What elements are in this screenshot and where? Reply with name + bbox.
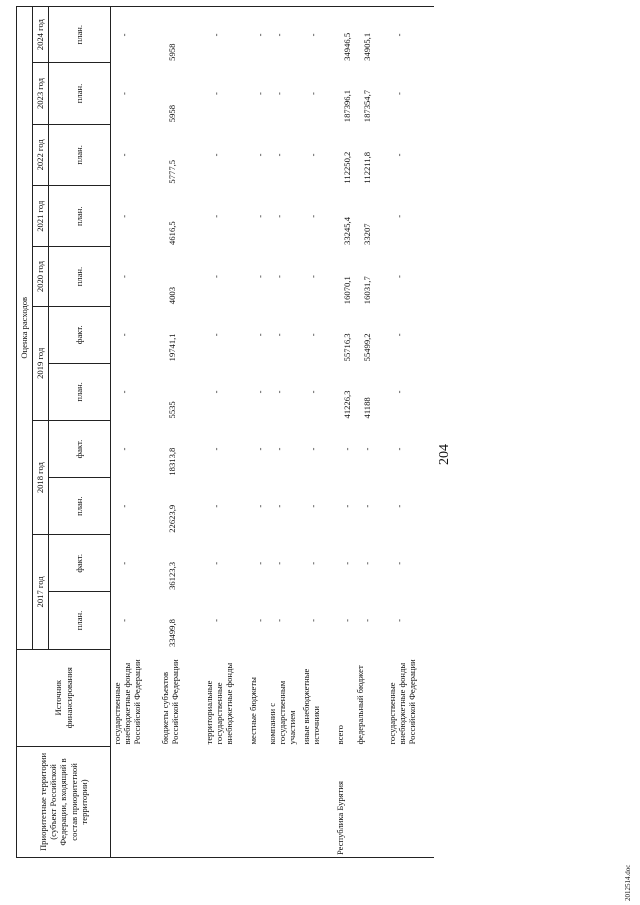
value-cell: 187354,7 xyxy=(361,89,372,123)
value-cell: - xyxy=(210,447,221,451)
value-cell: - xyxy=(111,7,159,63)
table-row xyxy=(159,7,203,858)
territory-cell xyxy=(159,746,203,857)
value-cell: - xyxy=(393,619,404,622)
header-plan-2019: план. xyxy=(49,363,111,420)
territory-cell xyxy=(111,746,159,857)
source-cell: всего xyxy=(334,725,345,745)
value-cell: - xyxy=(254,390,265,394)
header-plan-2020: план. xyxy=(49,247,111,306)
table-row xyxy=(247,7,266,858)
header-fact-2017: факт. xyxy=(49,535,111,592)
value-cell: - xyxy=(119,561,129,565)
territory-cell xyxy=(386,746,434,857)
footer-filename: 2012514.doc xyxy=(624,864,632,901)
value-cell: - xyxy=(386,7,434,63)
value-cell: - xyxy=(254,447,265,451)
source-cell: бюджеты субъектов Российской Федерации xyxy=(159,659,180,745)
header-year-2022: 2022 год xyxy=(33,124,49,185)
value-cell: - xyxy=(210,504,221,508)
page-number: 204 xyxy=(437,444,452,465)
value-cell: - xyxy=(119,153,129,157)
value-cell: - xyxy=(119,619,129,622)
value-cell: 41226,3 xyxy=(341,390,352,419)
value-cell: - xyxy=(210,619,221,622)
value-cell: 5958 xyxy=(159,7,203,63)
header-plan-2021: план. xyxy=(49,186,111,247)
value-cell: - xyxy=(273,333,284,337)
value-cell: - xyxy=(254,92,265,95)
header-year-2020: 2020 год xyxy=(33,247,49,306)
header-source: Источник финансирования xyxy=(17,649,111,746)
source-cell: иные внебюджетные источники xyxy=(300,668,321,745)
value-cell: 5958 xyxy=(166,105,177,123)
header-plan-2024: план. xyxy=(49,7,111,63)
value-cell: - xyxy=(254,504,265,508)
value-cell: - xyxy=(254,214,265,218)
value-cell: - xyxy=(307,214,318,218)
value-cell: - xyxy=(210,92,221,95)
value-cell: 55716,3 xyxy=(341,333,352,362)
value-cell: 55499,2 xyxy=(361,333,372,362)
value-cell: - xyxy=(393,214,404,218)
value-cell: - xyxy=(307,447,318,451)
value-cell: - xyxy=(119,275,129,278)
source-cell: федеральный бюджет xyxy=(354,665,365,745)
header-plan-2017: план. xyxy=(49,592,111,649)
value-cell: - xyxy=(341,619,352,622)
value-cell: - xyxy=(307,275,318,278)
value-cell: - xyxy=(307,561,318,565)
value-cell: 33207 xyxy=(361,223,372,245)
source-cell: государственные внебюджетные фонды Российской Федерации xyxy=(386,659,417,745)
header-year-2024: 2024 год xyxy=(33,7,49,63)
value-cell: - xyxy=(247,7,266,63)
value-cell: - xyxy=(307,333,318,337)
value-cell: 16031,7 xyxy=(361,276,372,305)
value-cell: - xyxy=(393,92,404,95)
value-cell: - xyxy=(273,447,284,451)
value-cell: - xyxy=(393,561,404,565)
value-cell: - xyxy=(254,619,265,622)
value-cell: - xyxy=(307,92,318,95)
table-row xyxy=(266,7,300,858)
territory-cell xyxy=(247,746,266,857)
header-year-2018: 2018 год xyxy=(33,420,49,534)
value-cell: 36123,3 xyxy=(166,561,177,590)
header-year-2019: 2019 год xyxy=(33,306,49,420)
value-cell: - xyxy=(210,153,221,157)
value-cell: - xyxy=(361,504,372,508)
territory-cell xyxy=(203,746,247,857)
value-cell: 4616,5 xyxy=(166,221,177,245)
value-cell: 22623,9 xyxy=(166,504,177,533)
value-cell: - xyxy=(307,153,318,157)
value-cell: - xyxy=(341,447,352,451)
value-cell: 34905,1 xyxy=(354,7,386,63)
value-cell: - xyxy=(119,214,129,218)
header-year-2017: 2017 год xyxy=(33,535,49,649)
value-cell: 16070,1 xyxy=(341,276,352,305)
value-cell: - xyxy=(393,153,404,157)
value-cell: 18313,8 xyxy=(166,447,177,476)
value-cell: - xyxy=(203,7,247,63)
header-fact-2018: факт. xyxy=(49,420,111,477)
value-cell: 33245,4 xyxy=(341,217,352,245)
value-cell: - xyxy=(307,619,318,622)
value-cell: - xyxy=(273,275,284,278)
source-cell: компании с государственным участием xyxy=(266,680,297,745)
source-cell: местные бюджеты xyxy=(247,677,258,745)
value-cell: 5535 xyxy=(166,401,177,419)
value-cell: - xyxy=(266,7,300,63)
value-cell: - xyxy=(210,333,221,337)
value-cell: - xyxy=(273,214,284,218)
header-plan-2022: план. xyxy=(49,124,111,185)
value-cell: - xyxy=(119,504,129,508)
value-cell: - xyxy=(341,561,352,565)
value-cell: - xyxy=(273,619,284,622)
header-fact-2019: факт. xyxy=(49,306,111,363)
value-cell: 187396,1 xyxy=(341,89,352,123)
table-row xyxy=(203,7,247,858)
expenditure-table xyxy=(16,6,434,858)
value-cell: - xyxy=(300,7,334,63)
header-year-2023: 2023 год xyxy=(33,63,49,124)
value-cell: 4003 xyxy=(166,287,177,305)
value-cell: - xyxy=(361,619,372,622)
source-cell: территориальные государственные внебюджетные фонды xyxy=(203,662,234,745)
value-cell: - xyxy=(254,275,265,278)
value-cell: - xyxy=(273,504,284,508)
value-cell: - xyxy=(393,447,404,451)
value-cell: - xyxy=(393,333,404,337)
value-cell: - xyxy=(119,447,129,451)
value-cell: - xyxy=(361,447,372,451)
value-cell: - xyxy=(210,275,221,278)
value-cell: - xyxy=(393,390,404,394)
table-row xyxy=(386,7,434,858)
value-cell: - xyxy=(119,333,129,337)
value-cell: - xyxy=(119,92,129,95)
territory-cell xyxy=(300,746,334,857)
value-cell: 34946,5 xyxy=(334,7,354,63)
territory-cell: Республика Бурятия xyxy=(334,746,354,857)
value-cell: - xyxy=(119,390,129,394)
header-territory: Приоритетные территории (субъект Российской Федерации, входящий в состав приоритетной территории) xyxy=(17,746,111,857)
value-cell: 112250,2 xyxy=(341,151,352,184)
value-cell: - xyxy=(393,504,404,508)
value-cell: - xyxy=(341,504,352,508)
value-cell: - xyxy=(210,214,221,218)
value-cell: 112211,8 xyxy=(361,151,372,184)
territory-cell xyxy=(354,746,386,857)
value-cell: 41188 xyxy=(361,397,372,419)
value-cell: - xyxy=(273,561,284,565)
value-cell: - xyxy=(273,92,284,95)
value-cell: 5777,5 xyxy=(166,159,177,184)
value-cell: - xyxy=(273,390,284,394)
value-cell: - xyxy=(361,561,372,565)
territory-cell xyxy=(266,746,300,857)
value-cell: - xyxy=(393,275,404,278)
value-cell: 33499,8 xyxy=(166,619,177,648)
table-row xyxy=(334,7,354,858)
value-cell: 19741,1 xyxy=(166,333,177,362)
table-row xyxy=(300,7,334,858)
value-cell: - xyxy=(307,390,318,394)
header-plan-2018: план. xyxy=(49,478,111,535)
source-cell: государственные внебюджетные фонды Российской Федерации xyxy=(112,659,143,745)
value-cell: - xyxy=(210,390,221,394)
header-year-2021: 2021 год xyxy=(33,186,49,247)
value-cell: - xyxy=(307,504,318,508)
header-plan-2023: план. xyxy=(49,63,111,124)
value-cell: - xyxy=(210,561,221,565)
header-cost-estimate: Оценка расходов xyxy=(17,7,33,650)
value-cell: - xyxy=(273,153,284,157)
value-cell: - xyxy=(254,561,265,565)
table-row xyxy=(111,7,159,858)
value-cell: - xyxy=(254,153,265,157)
table-row xyxy=(354,7,386,858)
value-cell: - xyxy=(254,333,265,337)
